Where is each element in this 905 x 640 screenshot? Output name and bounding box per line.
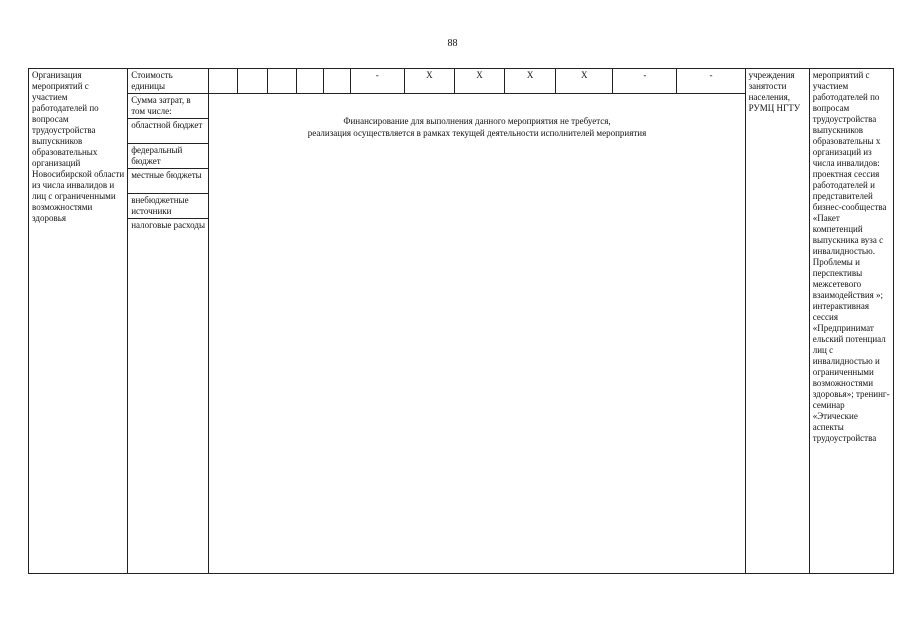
financing-note-line: реализация осуществляется в рамках текущей деятельности исполнителей мероприятия [307, 128, 647, 138]
indicator-tax-expenses: налоговые расходы [131, 220, 206, 230]
value-cell [267, 69, 296, 94]
indicator-local-budgets: местные бюджеты [128, 169, 208, 194]
value-cell: X [505, 69, 556, 94]
indicator-federal-budget: федеральный бюджет [128, 144, 208, 169]
value-cell [296, 69, 323, 94]
value-cell [238, 69, 267, 94]
indicator-regional-budget: областной бюджет [128, 119, 208, 144]
indicator-extrabudgetary: внебюджетные источники [128, 194, 208, 219]
value-cell: X [556, 69, 613, 94]
program-table [28, 68, 894, 574]
financing-note-cell [209, 94, 745, 574]
result-cell: мероприятий с участием работодателей по вопросам трудоустройства выпускников образовательны х организаций из числа инвалидов: проектная сессия работодателей и представителей бизнес-сообщества «Пакет компетенций выпускника вуза с инвалидностью. Проблемы и перспективы межсетевого взаимодействия »; интерактивная сессия «Предпринимат ельский потенциал лиц с инвалидностью и ограниченными возможностями здоровья»; тренинг-семинар «Этические аспекты трудоустройства [809, 69, 893, 574]
activity-name-cell: Организация мероприятий с участием работодателей по вопросам трудоустройства выпускников образовательных организаций Новосибирской области из числа инвалидов и лиц с ограниченными возможностями здоровья [29, 69, 128, 574]
page-number: 88 [447, 38, 458, 49]
value-cell [323, 69, 350, 94]
indicator-total: Сумма затрат, в том числе: [128, 94, 208, 119]
value-cell: X [454, 69, 504, 94]
value-cell [209, 69, 238, 94]
financing-note-line: Финансирование для выполнения данного мероприятия не требуется, [343, 116, 611, 126]
table-row [29, 69, 894, 94]
indicator-list [128, 94, 209, 574]
value-cell: - [677, 69, 745, 94]
value-cell: X [404, 69, 454, 94]
indicator-unit-cost: Стоимость единицы [128, 69, 209, 94]
value-cell: - [350, 69, 404, 94]
executors-cell: учреждения занятости населения, РУМЦ НГТУ [745, 69, 809, 574]
value-cell: - [613, 69, 677, 94]
